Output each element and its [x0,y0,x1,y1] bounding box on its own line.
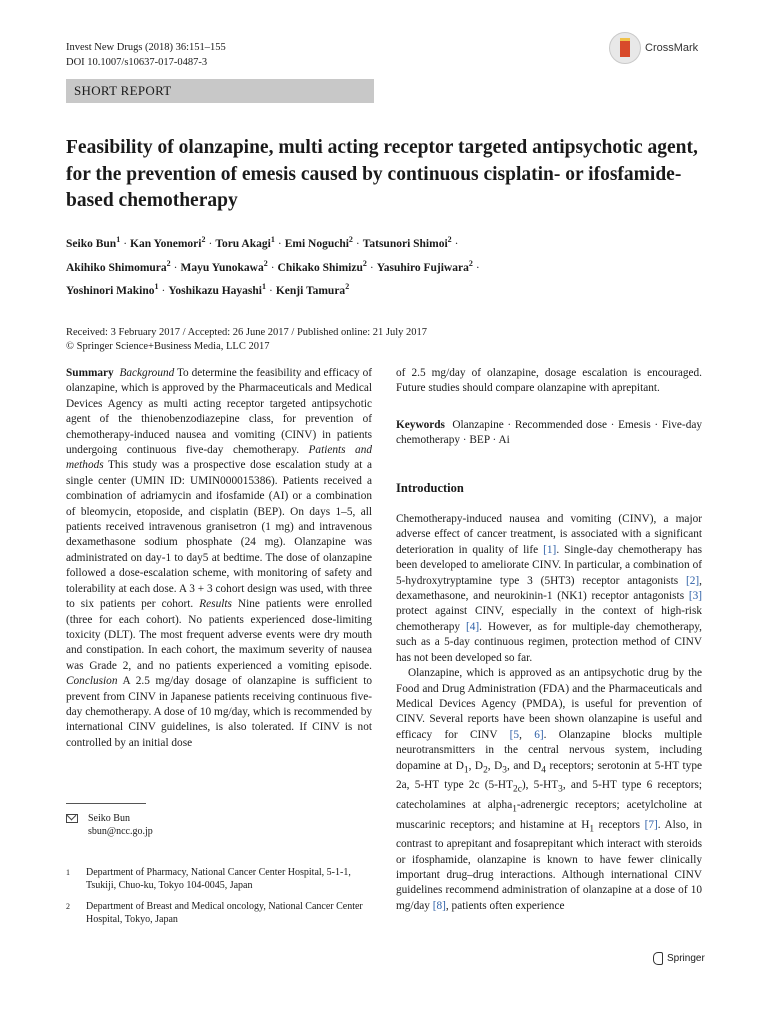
abstract-continued: of 2.5 mg/day of olanzapine, dosage escalation is encouraged. Future studies should compare olanzapine with aprepitant. [396,367,702,395]
article-title: Feasibility of olanzapine, multi acting receptor targeted antipsychotic agent, for the prevention of emesis caused by continuous cisplatin- or ifosfamide-based chemotherapy [66,137,698,211]
affiliation-text: Department of Breast and Medical oncology, National Cancer Center Hospital, Tokyo, Japan [86,901,363,925]
subscript: 2 [483,764,488,775]
envelope-icon [66,814,78,823]
affiliation-1 [66,866,376,892]
author-name[interactable]: Kenji Tamura$^2$ [275,282,350,298]
text-run: , dexamethasone, and neurokinin-1 (NK1) receptor antagonists [396,574,702,603]
author-affiliation-mark: 2 [166,258,171,268]
introduction-heading: Introduction [396,480,464,495]
background-label: Background [119,367,175,379]
citation-link[interactable]: 6] [534,728,544,741]
author-name[interactable]: Yoshikazu Hayashi$^1$ [168,282,266,298]
background-text: To determine the feasibility and efficacy of olanzapine, which is approved by the Pharmaceuticals and Medical Devices Agency as multi acting receptor targeted antipsychotic agent of the thienobenzodiazepine class, for prevention of chemotherapy-induced nausea and vomiting (CINV) in patients undergoing continuous five-day chemotherapy. [66,367,372,457]
journal-citation: Invest New Drugs (2018) 36:151–155 [66,42,226,53]
abstract [66,366,372,751]
copyright: © Springer Science+Business Media, LLC 2017 [66,341,270,352]
author-name[interactable]: Toru Akagi$^1$ [215,235,275,250]
keywords [396,418,702,449]
subscript: 1 [512,804,517,815]
text-run: receptors; serotonin at 5-HT type 2a, 5-HT type 2c (5-HT [396,759,702,792]
author-list [66,230,706,301]
keywords-text: Olanzapine · Recommended dose · Emesis · Five-day chemotherapy · BEP · Ai [396,418,703,447]
correspondence-name: Seiko Bun [88,813,130,824]
author-name[interactable]: Seiko Bun$^1$ [66,235,121,250]
text-run: protect against CINV, especially in the context of high-risk chemotherapy [396,605,702,633]
text-run: , and D [506,759,542,772]
text-run: . Olanzapine blocks multiple neurotransmitters in the central nervous system, including dopamine at D [396,728,702,772]
citation-link[interactable]: [3] [688,590,702,603]
text-run: Chemotherapy-induced nausea and vomiting (CINV), a major adverse effect of cancer treatment, is associated with a significant deterioration in quality of life [396,513,702,556]
author-separator: · [270,261,275,274]
text-run: . Also, in contrast to aprepitant and fosaprepitant which interact with steroids or ifosphamide, olanzapine is known to have fewer clinically important drug–drug interactions. Although international CINV guidelines recommend administration of olanzapine at a dose of 10 mg/day [396,818,702,912]
journal-meta [66,40,226,70]
author-affiliation-mark: 2 [201,235,206,244]
author-separator: · [475,261,480,274]
affiliation-number: 2 [66,902,70,911]
text-run: , and 5-HT type 6 receptors; catecholamines at alpha [396,779,702,811]
text-run: -adrenergic receptors; acetylcholine at muscarinic receptors; and histamine at H [396,798,702,831]
crossmark-badge[interactable] [609,32,698,64]
publisher-logo [653,952,705,965]
text-run: , D [468,759,484,772]
author-separator: · [277,237,282,250]
springer-horse-icon [653,952,663,965]
text-run: receptors [594,818,645,831]
author-name[interactable]: Yoshinori Makino$^1$ [66,282,159,298]
affiliation-2 [66,900,376,926]
date-history: Received: 3 February 2017 / Accepted: 26 June 2017 / Published online: 21 July 2017 [66,327,428,338]
author-separator: · [369,261,374,274]
author-affiliation-mark: 1 [116,235,121,244]
publisher-name: Springer [667,953,705,964]
author-affiliation-mark: 1 [262,282,266,292]
author-name[interactable]: Akihiko Shimomura$^2$ [66,258,171,274]
author-separator: · [269,285,273,298]
crossmark-icon [609,32,641,64]
affiliation-text: Department of Pharmacy, National Cancer Center Hospital, 5-1-1, Tsukiji, Chuo-ku, Tokyo 104-0045, Japan [86,867,351,891]
results-text: Nine patients were enrolled (three for each cohort). No patients experienced dose-limiting toxicity (DLT). The most frequent adverse events were dry mouth and constipation. In each cohort, the maximum severity of nausea was Grade 2, and no patients experienced a vomiting episode. [66,598,372,672]
methods-text: This study was a prospective dose escalation study at a single center (UMIN ID: UMIN000015386). Patients received a combination of adriamycin and ifosfamide (AI) or a combination of bleomycin, etoposide, and cisplatin (BEP). On days 1–5, all patients received intravenous granisetron (1 mg) and intravenous dexamethasone sodium phosphate (24 mg). Olanzapine was administrated on day-1 to day5 at bedtime. The dose of olanzapine followed a dose-escalation scheme, with monitoring of safety and tolerability at each dose. A 3 + 3 cohort design was used, with three to six patients per cohort. [66,459,372,611]
text-run: . However, as for multiple-day chemotherapy, such as a 5-day continuous regimen, protection method of CINV has not been developed so far. [396,620,703,664]
author-name[interactable]: Chikako Shimizu$^2$ [277,258,367,274]
author-separator: · [123,237,128,250]
author-affiliation-mark: 2 [362,258,367,268]
crossmark-label: CrossMark [645,42,699,54]
text-run: , D [487,759,503,772]
citation-link[interactable]: [4] [465,620,480,633]
author-separator: · [208,237,213,250]
author-name[interactable]: Yasuhiro Fujiwara$^2$ [376,258,473,274]
author-affiliation-mark: 2 [468,258,473,268]
conclusion-text: A 2.5 mg/day dosage of olanzapine is sufficient to prevent from CINV in Japanese patients receiving continuous five-day chemotherapy. A dose of 10 mg/day, which is recommended by international CINV guidelines, is also tolerated. If CINV is not controlled by an initial dose [66,675,372,749]
text-run: ), 5-HT [521,779,559,792]
citation-link[interactable]: [2] [685,574,700,587]
subscript: 3 [558,784,563,795]
publication-dates [66,326,427,354]
text-run: , [519,728,535,741]
article-type-banner: SHORT REPORT [66,79,374,103]
text-run: Olanzapine, which is approved as an antipsychotic drug by the Food and Drug Administration (FDA) and the Pharmaceuticals and Medical Devices Agency (PMDA), is useful for prevention of CINV. Several reports have been shown olanzapine is useful and efficacy for CINV [396,667,702,741]
citation-link[interactable]: [1] [543,543,557,556]
author-name[interactable]: Emi Noguchi$^2$ [284,235,353,250]
author-affiliation-mark: 1 [154,282,159,292]
summary-label: Summary [66,367,114,379]
subscript: 3 [502,764,507,775]
author-affiliation-mark: 2 [263,258,268,268]
author-name[interactable]: Kan Yonemori$^2$ [130,235,206,250]
author-separator: · [161,285,166,298]
citation-link[interactable]: [7] [644,818,658,831]
author-separator: · [355,237,360,250]
left-column [66,366,372,751]
methods-label: Patients and methods [66,444,372,472]
subscript: 1 [463,764,469,775]
affiliation-number: 1 [66,868,70,877]
introduction-paragraph-1 [396,512,702,666]
citation-link[interactable]: [5 [509,728,520,741]
subscript: 2c [512,784,522,795]
right-column [396,366,702,914]
author-affiliation-mark: 1 [270,235,275,244]
results-label: Results [199,598,232,611]
subscript: 1 [589,823,595,834]
author-name[interactable]: Mayu Yunokawa$^2$ [180,258,268,274]
author-affiliation-mark: 2 [345,282,350,292]
subscript: 4 [541,764,546,775]
text-run: . Single-day chemotherapy has been developed to ameliorate CINV. In particular, a combination of 5-hydroxytryptamine type 3 (5HT3) receptor antagonists [396,543,702,587]
author-affiliation-mark: 2 [348,235,353,244]
correspondence [66,812,153,838]
text-run: , patients often experience [445,899,565,912]
introduction-paragraph-2 [396,666,702,914]
author-name[interactable]: Tatsunori Shimoi$^2$ [362,235,452,250]
conclusion-label: Conclusion [66,675,118,688]
citation-link[interactable]: [8] [432,899,446,912]
keywords-label: Keywords [396,418,445,431]
author-affiliation-mark: 2 [447,235,452,244]
footnote-divider [66,803,146,804]
author-separator: · [173,261,178,274]
correspondence-email[interactable]: sbun@ncc.go.jp [88,826,153,837]
doi[interactable]: DOI 10.1007/s10637-017-0487-3 [66,57,208,68]
author-separator: · [454,237,459,250]
